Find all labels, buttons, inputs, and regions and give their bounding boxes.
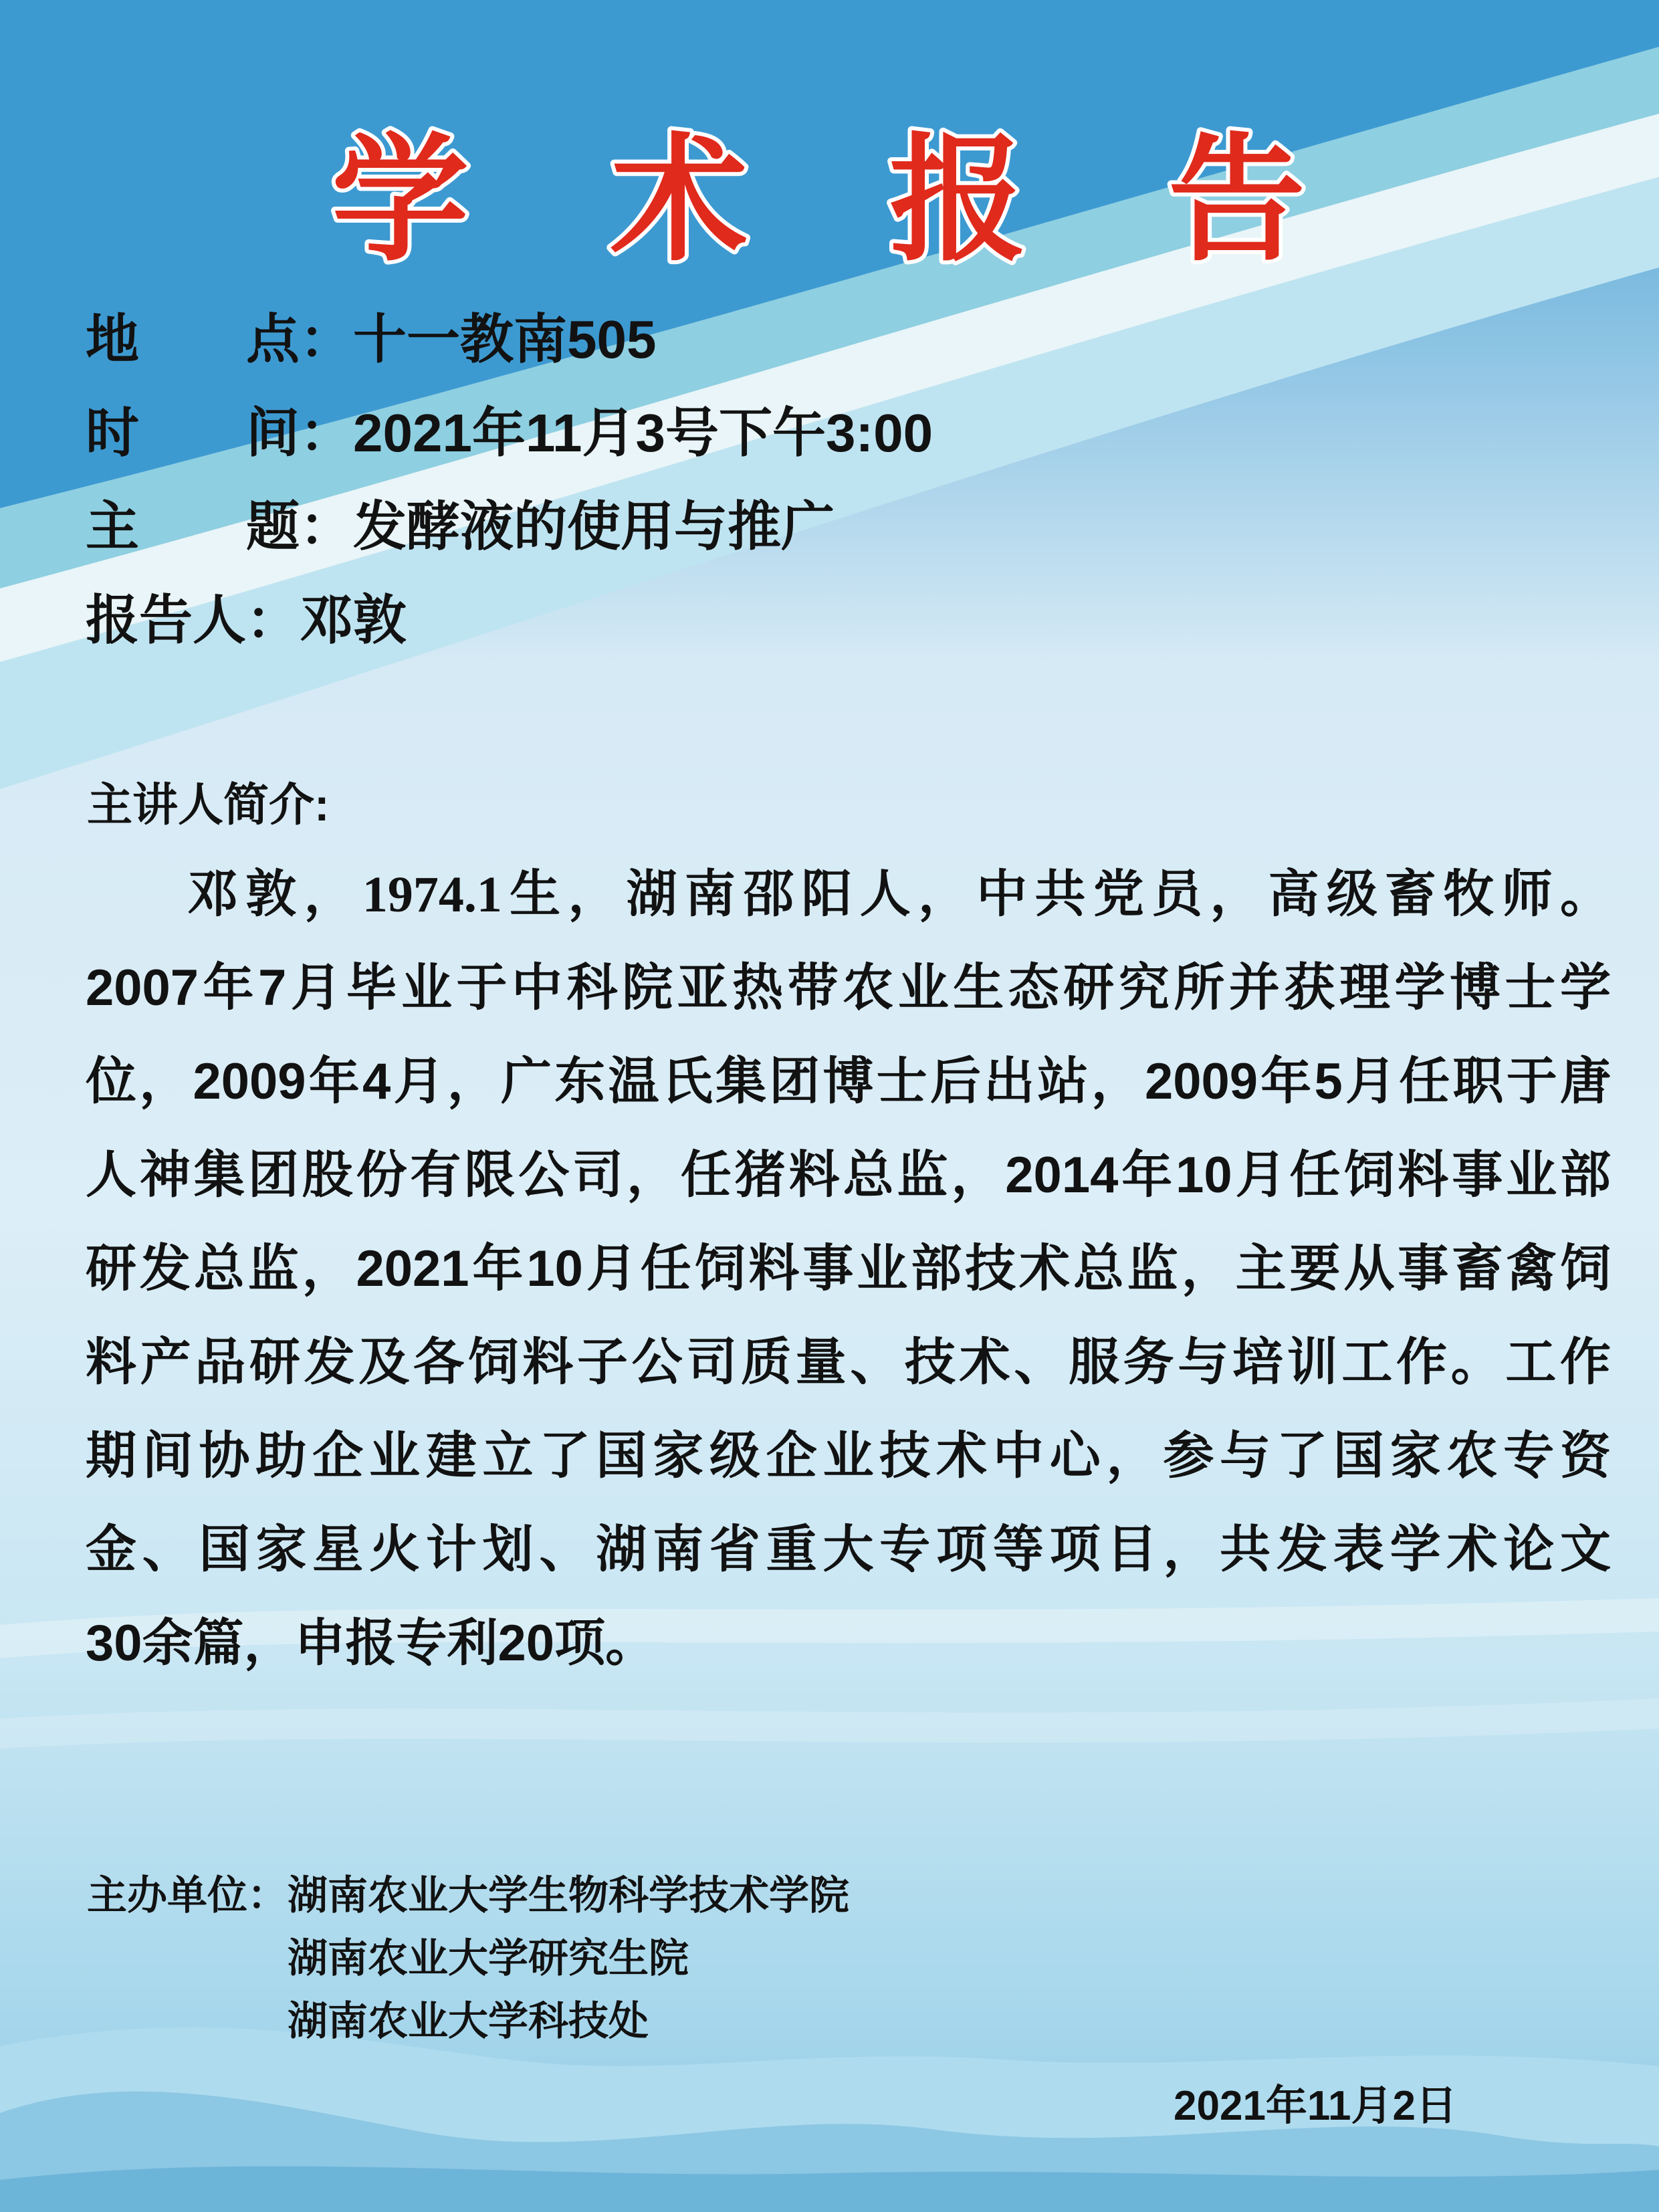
bio-line-3: 位，2009年4月，广东温氏集团博士后出站，2009年5月任职于唐: [86, 1053, 1611, 1110]
bio-line-6: 料产品研发及各饲料子公司质量、技术、服务与培训工作。工作: [86, 1334, 1611, 1391]
location-value: 十一教南505: [353, 310, 657, 369]
bio-line-7: 期间协助企业建立了国家级企业技术中心，参与了国家农专资: [86, 1428, 1611, 1484]
topic-value: 发酵液的使用与推广: [353, 497, 835, 556]
speaker-label: 报告人：: [86, 590, 300, 650]
bio-line1-prefix: 邓敦，: [187, 866, 362, 923]
info-line-location: [86, 308, 656, 372]
issue-date: 2021年11月2日: [1174, 2083, 1457, 2129]
time-label: 时 间：: [86, 403, 353, 463]
bio-line1-suffix: 生，湖南邵阳人，中共党员，高级畜牧师。: [502, 866, 1612, 923]
bio-line-2: 2007年7月毕业于中科院亚热带农业生态研究所并获理学博士学: [86, 960, 1611, 1016]
speaker-value: 邓敦: [300, 590, 407, 650]
bio-heading: 主讲人简介:: [87, 780, 330, 831]
page-title: 学术报告: [332, 124, 1447, 277]
organizer-1: 湖南农业大学生物科学技术学院: [288, 1873, 849, 1918]
organizer-block: [87, 1864, 849, 2053]
bio-line-4: 人神集团股份有限公司，任猪料总监，2014年10月任饲料事业部: [86, 1147, 1611, 1204]
time-value: 2021年11月3号下午3:00: [353, 403, 933, 463]
poster-title-art: [0, 0, 1659, 301]
organizer-line-2: 湖南农业大学研究生院: [288, 1936, 689, 1981]
bio-line-9: 30余篇，申报专利20项。: [86, 1615, 657, 1672]
bio-line-1: [86, 848, 1611, 942]
organizer-line-1: [87, 1864, 849, 1927]
info-line-time: [86, 401, 933, 465]
location-label: 地 点：: [86, 310, 353, 369]
bio-paragraph: [86, 848, 1611, 1690]
organizer-line-3: 湖南农业大学科技处: [288, 1999, 649, 2043]
bio-line1-birthdate: 1974.1: [362, 867, 502, 923]
info-line-topic: [86, 495, 835, 559]
topic-label: 主 题：: [86, 497, 353, 556]
organizer-label: 主办单位：: [87, 1873, 288, 1918]
info-line-speaker: [86, 588, 407, 653]
bio-line-5: 研发总监，2021年10月任饲料事业部技术总监，主要从事畜禽饲: [86, 1240, 1611, 1297]
bio-line-8: 金、国家星火计划、湖南省重大专项等项目，共发表学术论文: [86, 1521, 1611, 1578]
